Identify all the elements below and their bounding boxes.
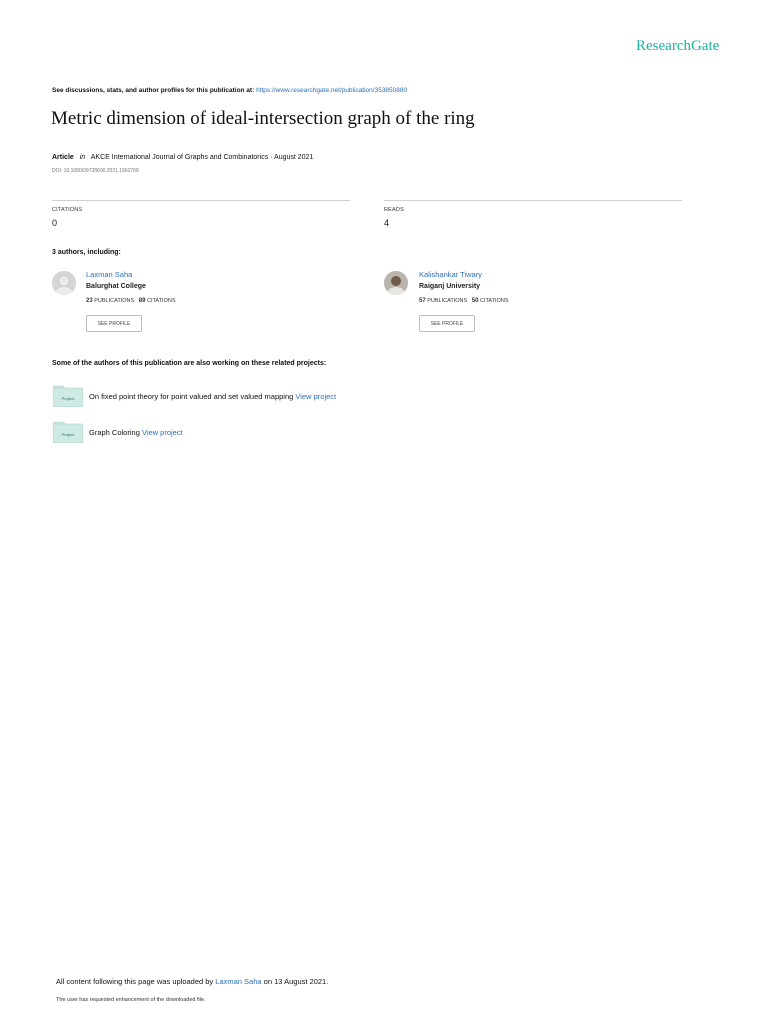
view-project-link[interactable]: View project	[295, 392, 337, 401]
see-discussions-text: See discussions, stats, and author profiles for this publication at:	[52, 87, 255, 94]
citations-label: CITATIONS	[52, 207, 83, 213]
publication-url-link[interactable]: https://www.researchgate.net/publication/353850880	[256, 87, 408, 94]
author-photo-icon[interactable]	[384, 271, 408, 295]
publications-label: PUBLICATIONS	[427, 298, 468, 304]
project-badge: Project	[61, 432, 75, 437]
journal-name[interactable]: AKCE International Journal of Graphs and Combinatorics · August 2021	[90, 154, 314, 161]
project-title: On fixed point theory for point valued and set valued mapping	[89, 392, 294, 401]
authors-header: 3 authors, including:	[52, 249, 121, 256]
in-word: in	[79, 154, 86, 161]
project-folder-icon	[53, 421, 83, 443]
reads-label: READS	[384, 207, 404, 213]
see-profile-button[interactable]: SEE PROFILE	[419, 315, 475, 332]
publications-label: PUBLICATIONS	[94, 298, 135, 304]
author-citations-count: 50	[471, 298, 479, 304]
paper-title[interactable]: Metric dimension of ideal-intersection graph of the ring	[51, 108, 475, 129]
view-project-link[interactable]: View project	[141, 428, 183, 437]
project-badge: Project	[61, 396, 75, 401]
project-title: Graph Coloring	[89, 428, 140, 437]
paper-meta	[52, 154, 313, 161]
project-item	[89, 392, 336, 401]
doi[interactable]: DOI: 10.1080/09728600.2021.1962768	[52, 168, 139, 174]
see-profile-button[interactable]: SEE PROFILE	[86, 315, 142, 332]
upload-suffix: on 13 August 2021.	[263, 977, 329, 986]
project-folder-icon	[53, 385, 83, 407]
reads-divider	[384, 200, 682, 201]
related-projects-header: Some of the authors of this publication are also working on these related projects:	[52, 360, 327, 367]
author-name[interactable]: Laxman Saha	[86, 270, 133, 279]
uploader-link[interactable]: Laxman Saha	[215, 977, 262, 986]
author-citations-label: CITATIONS	[479, 298, 509, 304]
publications-count: 57	[419, 298, 426, 304]
enhancement-note: The user has requested enhancement of the downloaded file.	[56, 997, 206, 1003]
author-stats	[86, 298, 176, 304]
publications-count: 23	[86, 298, 93, 304]
author-stats	[419, 298, 509, 304]
citations-divider	[52, 200, 350, 201]
citations-value: 0	[52, 218, 58, 228]
see-discussions-line	[52, 87, 407, 94]
upload-notice	[56, 977, 328, 986]
author-institution[interactable]: Raiganj University	[419, 283, 481, 290]
reads-value: 4	[384, 218, 390, 228]
author-avatar-placeholder-icon[interactable]	[52, 271, 76, 295]
author-name[interactable]: Kalishankar Tiwary	[419, 270, 482, 279]
author-citations-label: CITATIONS	[146, 298, 176, 304]
article-type: Article	[52, 154, 74, 161]
author-institution[interactable]: Balurghat College	[86, 283, 146, 290]
project-item	[89, 428, 183, 437]
author-citations-count: 89	[138, 298, 146, 304]
researchgate-logo[interactable]: ResearchGate	[636, 38, 720, 54]
upload-prefix: All content following this page was uploaded by	[56, 977, 214, 986]
